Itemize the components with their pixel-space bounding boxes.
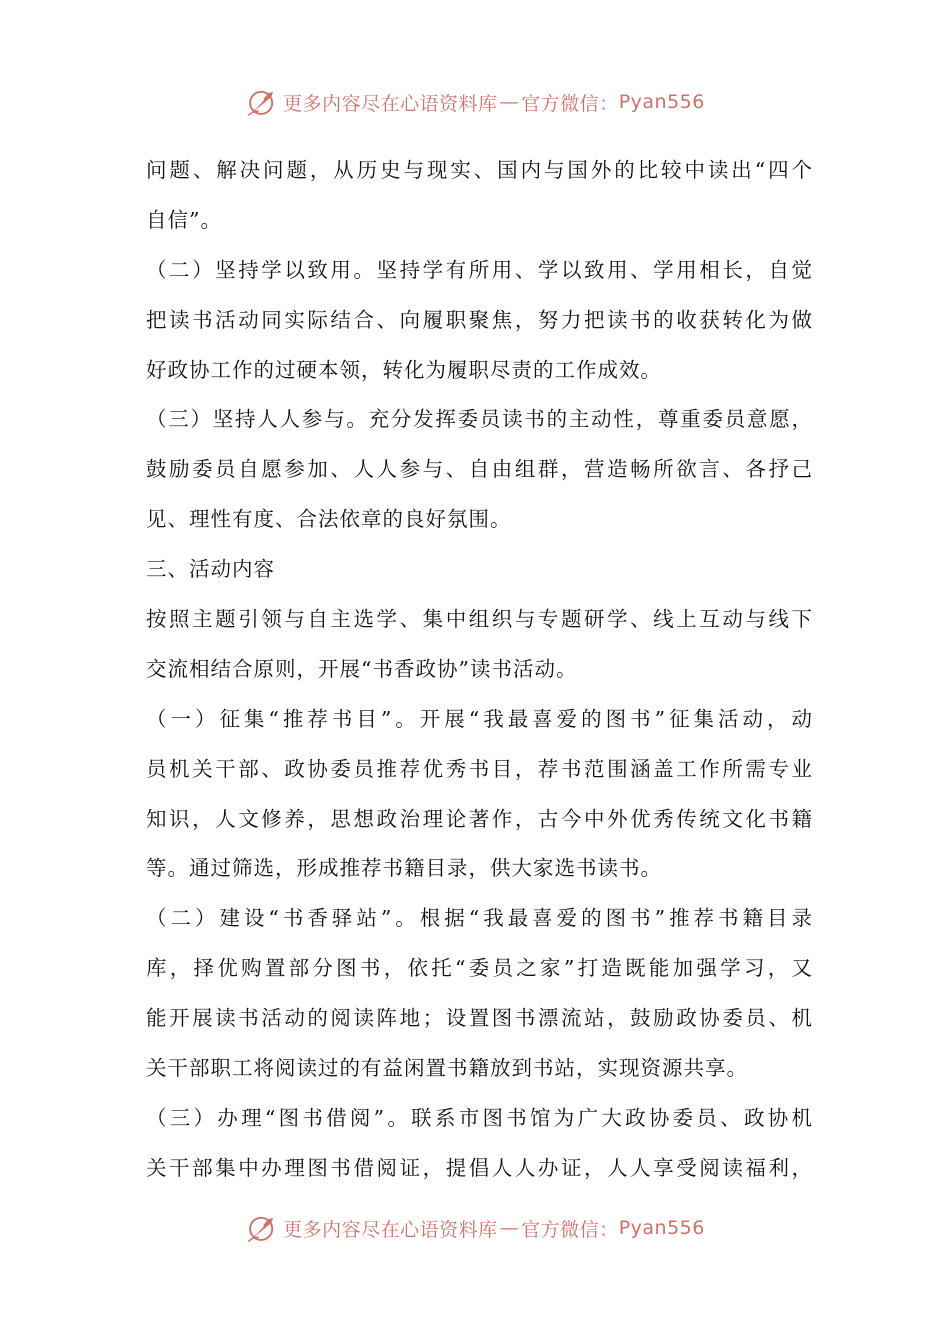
body-line: 关干部职工将阅读过的有益闲置书籍放到书站，实现资源共享。	[146, 1056, 748, 1081]
body-line: 问题、解决问题，从历史与现实、国内与国外的比较中读出“四个	[146, 158, 812, 182]
body-line: 好政协工作的过硬本领，转化为履职尽责的工作成效。	[146, 357, 662, 382]
body-line: 员机关干部、政协委员推荐优秀书目，荐书范围涵盖工作所需专业	[146, 756, 812, 781]
body-line: 按照主题引领与自主选学、集中组织与专题研学、线上互动与线下	[146, 607, 812, 632]
watermark-site-text: 更多内容尽在心语资料库	[283, 92, 498, 115]
body-line: 交流相结合原则，开展“书香政协”读书活动。	[146, 656, 578, 681]
body-line: 自信”。	[146, 207, 222, 232]
body-line: 关干部集中办理图书借阅证，提倡人人办证，人人享受阅读福利，	[146, 1155, 812, 1180]
body-line: 见、理性有度、合法依章的良好氛围。	[146, 507, 512, 532]
body-line: （二）坚持学以致用。坚持学有所用、学以致用、学用相长，自觉	[146, 257, 812, 282]
pen-nib-logo-icon	[245, 85, 279, 119]
body-line: 鼓励委员自愿参加、人人参与、自由组群，营造畅所欲言、各抒己	[146, 457, 812, 482]
body-line: 等。通过筛选，形成推荐书籍目录，供大家选书读书。	[146, 856, 662, 881]
body-line: 知识，人文修养，思想政治理论著作，古今中外优秀传统文化书籍	[146, 806, 812, 831]
watermark-contact-label: 官方微信：	[521, 1218, 619, 1241]
section-heading: 三、活动内容	[146, 557, 275, 582]
watermark-contact-label: 官方微信：	[521, 92, 619, 115]
watermark-dash: —	[499, 1217, 520, 1239]
watermark-handle: Pyan556	[618, 91, 705, 113]
body-line: （一）征集“推荐书目”。开展“我最喜爱的图书”征集活动，动	[146, 706, 812, 731]
body-line: （二）建设“书香驿站”。根据“我最喜爱的图书”推荐书籍目录	[146, 906, 812, 931]
body-line: 能开展读书活动的阅读阵地；设置图书漂流站，鼓励政协委员、机	[146, 1006, 812, 1031]
body-line: （三）坚持人人参与。充分发挥委员读书的主动性，尊重委员意愿，	[146, 407, 812, 432]
body-line: 库，择优购置部分图书，依托“委员之家”打造既能加强学习，又	[146, 956, 812, 981]
watermark-footer	[0, 1208, 950, 1248]
watermark-site-text: 更多内容尽在心语资料库	[283, 1218, 498, 1241]
watermark-dash: —	[499, 91, 520, 113]
watermark-header	[0, 82, 950, 122]
document-body	[146, 146, 812, 1194]
body-line: 把读书活动同实际结合、向履职聚焦，努力把读书的收获转化为做	[146, 307, 812, 332]
watermark-handle: Pyan556	[618, 1217, 705, 1239]
body-line: （三）办理“图书借阅”。联系市图书馆为广大政协委员、政协机	[146, 1105, 812, 1130]
pen-nib-logo-icon	[245, 1211, 279, 1245]
